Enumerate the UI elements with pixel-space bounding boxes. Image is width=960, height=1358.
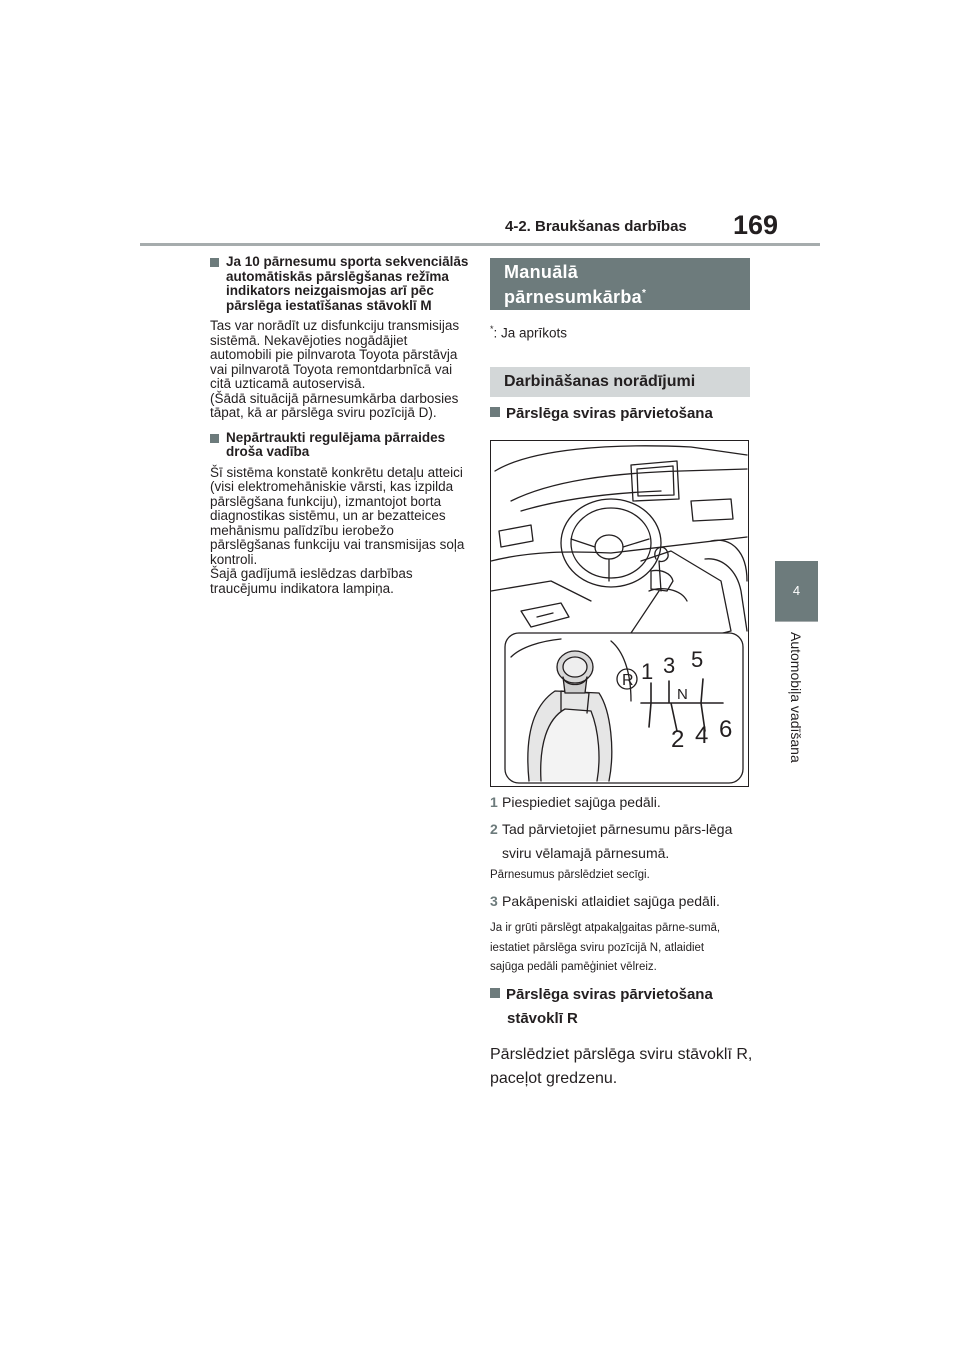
section2-body: Pārslēdziet pārslēga sviru stāvoklī R, paceļot gredzenu. — [490, 1046, 753, 1087]
step-2-text: Tad pārvietojiet pārnesumu pārs-lēga sviru vēlamajā pārnesumā. — [502, 821, 733, 861]
item2-heading — [210, 431, 470, 460]
section2-heading-line1: Pārslēga sviras pārvietošana — [506, 986, 713, 1003]
step-2 — [490, 817, 755, 865]
gear-label-r: R — [622, 672, 634, 689]
chapter-label — [788, 632, 808, 812]
section1-heading — [490, 405, 713, 422]
section-title-box — [490, 258, 750, 310]
footnote — [490, 324, 567, 341]
title-asterisk: * — [641, 288, 647, 299]
car-interior-drawing — [491, 441, 749, 787]
gear-label-3: 3 — [663, 653, 676, 678]
item1-heading — [210, 255, 470, 313]
step-1-number: 1 — [490, 794, 498, 810]
section-title-line1: Manuālā — [504, 262, 579, 282]
left-column — [210, 255, 470, 596]
bullet-square-icon — [490, 407, 500, 417]
chapter-tab: 4 — [775, 561, 818, 621]
item1-heading-text: Ja 10 pārnesumu sporta sekvenciālās automātiskās pārslēgšanas režīma indikators neizgaismojas arī pēc pārslēga iestatīšanas stāvoklī M — [226, 254, 469, 313]
step-1-text: Piespiediet sajūga pedāli. — [502, 794, 661, 810]
section2-heading — [490, 983, 713, 1031]
gear-label-6: 6 — [719, 716, 733, 743]
item1-body: Tas var norādīt uz disfunkciju transmisijas sistēmā. Nekavējoties nogādājiet automobili pie pilnvarota Toyota pārstāvja vai pilnvarotā Toyota remontdarbnīcā vai citā uzticamā autoservisā. (Šādā situācijā pārnesumkārba darbosies tāpat, kā ar pārslēga sviru pozīcijā D). — [210, 318, 460, 420]
footnote-asterisk: * — [490, 324, 494, 334]
chapter-label-text: Automobiļa vadīšana — [788, 632, 804, 763]
gear-label-2: 2 — [671, 726, 685, 753]
bullet-square-icon — [210, 434, 219, 443]
step-2-number: 2 — [490, 821, 498, 837]
gear-shift-illustration — [490, 440, 749, 787]
footnote-text: : Ja aprīkots — [493, 325, 568, 341]
header-divider — [140, 243, 820, 246]
gear-label-n: N — [677, 686, 688, 703]
section1-heading-text: Pārslēga sviras pārvietošana — [506, 405, 713, 422]
step-1 — [490, 790, 755, 814]
section2-heading-line2: stāvoklī R — [507, 1010, 578, 1027]
step-3-text: Pakāpeniski atlaidiet sajūga pedāli. — [502, 893, 720, 909]
gear-label-5: 5 — [691, 647, 704, 672]
step-3-number: 3 — [490, 893, 498, 909]
gear-label-1: 1 — [641, 659, 654, 684]
subsection-title-box: Darbināšanas norādījumi — [490, 367, 750, 397]
gear-label-4: 4 — [695, 722, 709, 749]
section-header: 4-2. Braukšanas darbības — [505, 218, 687, 235]
step-3 — [490, 889, 755, 913]
bullet-square-icon — [490, 988, 500, 998]
bullet-square-icon — [210, 258, 219, 267]
note-reverse: Ja ir grūti pārslēgt atpakaļgaitas pārne-sumā, iestatiet pārslēga sviru pozīcijā N, atlaidiet sajūga pedāli pamēģiniet vēlreiz. — [490, 922, 721, 973]
section-title-line2: pārnesumkārba — [504, 287, 642, 307]
page-number: 169 — [733, 210, 779, 240]
note-sequential: Pārnesumus pārslēdziet secīgi. — [490, 869, 650, 881]
side-divider — [775, 621, 818, 622]
item2-body: Šī sistēma konstatē konkrētu detaļu atteici (visi elektromehāniskie vārsti, kas izpilda pārslēgšana funkciju), izmantojot borta diagnostikas sistēmu, un ar bezatteices mehānismu palīdzību ierobežo pārslēgšanas funkciju vai transmisijas soļa kontroli. Šajā gadījumā ieslēdzas darbības traucējumu indikatora lampiņa. — [210, 464, 465, 596]
item2-heading-text: Nepārtraukti regulējama pārraides droša vadība — [226, 429, 446, 459]
